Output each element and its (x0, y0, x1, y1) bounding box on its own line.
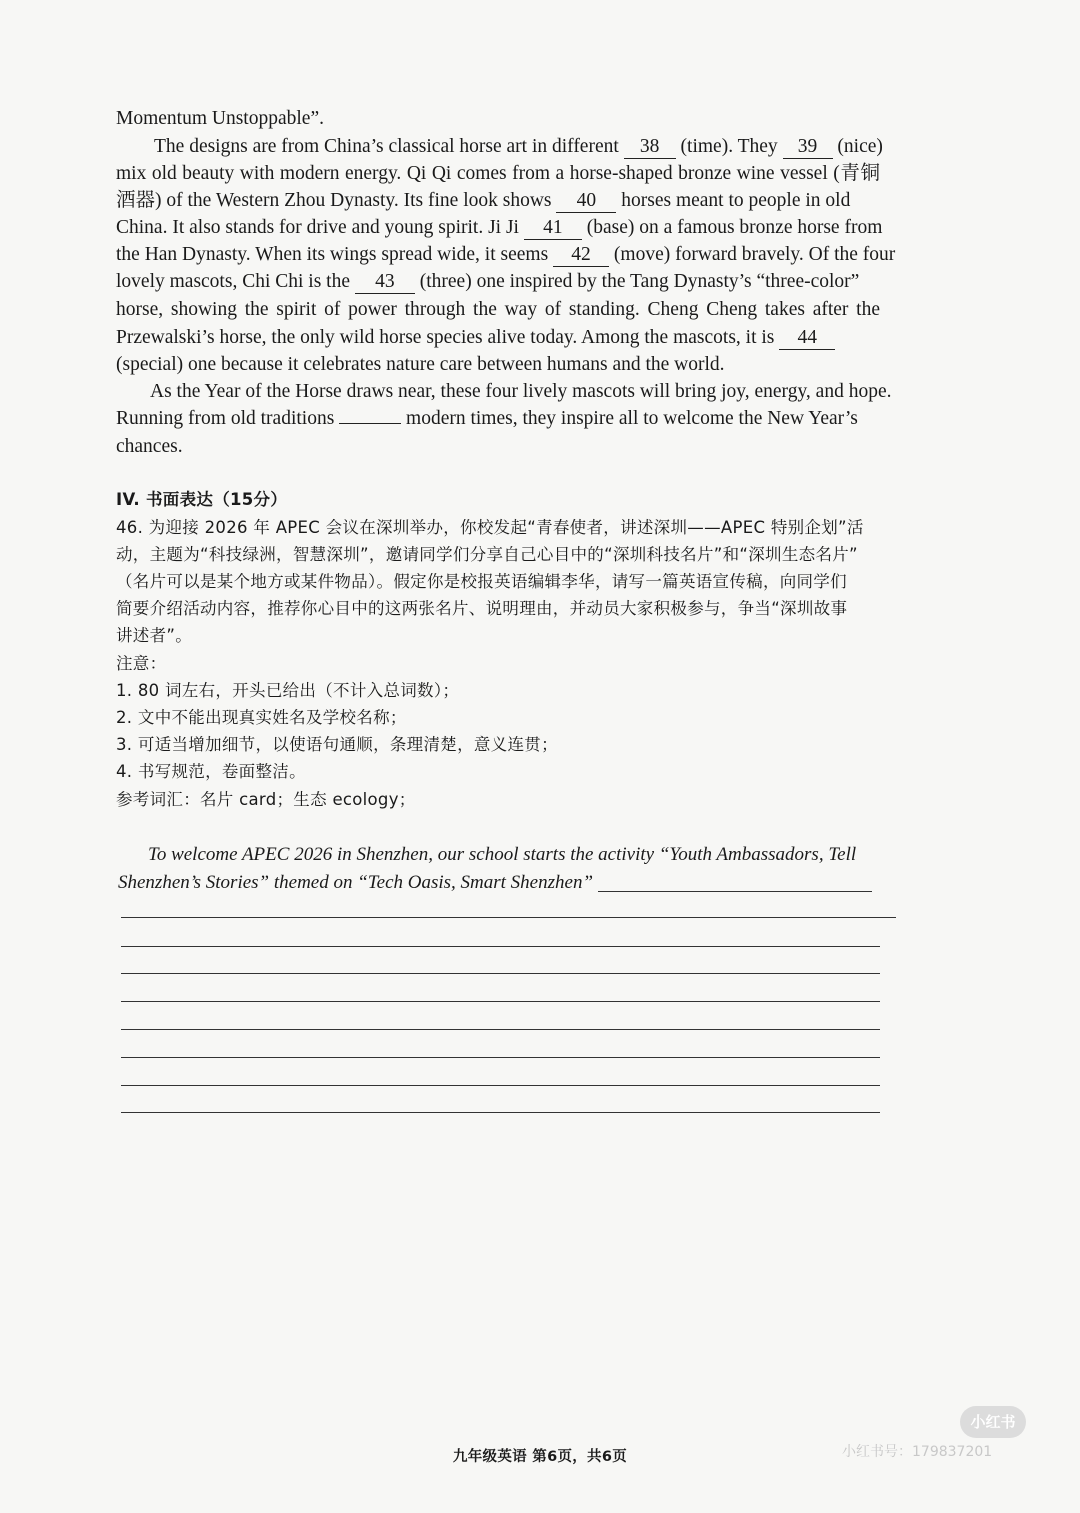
blank-38[interactable]: 38 (624, 136, 676, 159)
passage-line: Przewalski’s horse, the only wild horse species alive today. Among the mascots, it is 44 (116, 324, 880, 352)
passage-line: As the Year of the Horse draws near, these four lively mascots will bring joy, energy, and hope. (150, 381, 892, 402)
passage-line: horse, showing the spirit of power through the way of standing. Cheng Cheng takes after the (116, 299, 880, 320)
answer-line[interactable] (121, 1029, 880, 1030)
section-heading: IV. 书面表达（15分） (116, 490, 288, 509)
passage-line: 酒器) of the Western Zhou Dynasty. Its fine look shows 40 horses meant to people in old (116, 190, 851, 211)
note-item: 1. 80 词左右，开头已给出（不计入总词数）； (116, 681, 460, 700)
answer-line[interactable] (121, 917, 896, 918)
passage-line: Momentum Unstoppable”. (116, 108, 324, 129)
task-line: 简要介绍活动内容，推荐你心目中的这两张名片、说明理由，并动员大家积极参与，争当“深圳故事 (116, 599, 848, 618)
note-item: 2. 文中不能出现真实姓名及学校名称； (116, 708, 407, 727)
passage-line: Running from old traditions modern times, they inspire all to welcome the New Year’s (116, 408, 858, 429)
answer-line[interactable] (121, 973, 880, 974)
essay-prompt: To welcome APEC 2026 in Shenzhen, our school starts the activity “Youth Ambassadors, Tell (148, 844, 857, 865)
passage-line: mix old beauty with modern energy. Qi Qi comes from a horse-shaped bronze wine vessel (青铜 (116, 163, 880, 184)
task-line: 动，主题为“科技绿洲，智慧深圳”，邀请同学们分享自己心目中的“深圳科技名片”和“深圳生态名片” (116, 545, 858, 564)
blank-43[interactable]: 43 (355, 271, 415, 294)
passage-line: lovely mascots, Chi Chi is the 43 (three) one inspired by the Tang Dynasty’s “three-color” (116, 271, 860, 292)
notes-title: 注意： (116, 654, 167, 673)
blank-44[interactable]: 44 (779, 327, 835, 350)
passage-line: (special) one because it celebrates nature care between humans and the world. (116, 354, 725, 375)
watermark-badge: 小红书 (960, 1406, 1026, 1438)
essay-prompt: Shenzhen’s Stories” themed on “Tech Oasis, Smart Shenzhen” (118, 869, 878, 897)
vocab-hint: 参考词汇：名片 card；生态 ecology； (116, 790, 416, 809)
task-line: 讲述者”。 (116, 626, 193, 645)
blank-42[interactable]: 42 (553, 244, 609, 267)
blank-39[interactable]: 39 (783, 136, 833, 159)
passage-line: China. It also stands for drive and young spirit. Ji Ji 41 (base) on a famous bronze horse from (116, 217, 883, 238)
watermark-text: 小红书号：179837201 (842, 1444, 993, 1460)
note-item: 4. 书写规范，卷面整洁。 (116, 762, 306, 781)
passage-line: The designs are from China’s classical horse art in different 38 (time). They 39 (nice) (154, 136, 883, 157)
answer-line[interactable] (121, 1057, 880, 1058)
passage-line: chances. (116, 436, 183, 457)
answer-line[interactable] (121, 1085, 880, 1086)
note-item: 3. 可适当增加细节，以使语句通顺，条理清楚，意义连贯； (116, 735, 558, 754)
answer-line[interactable] (598, 891, 872, 892)
blank-45[interactable] (339, 423, 401, 424)
blank-41[interactable]: 41 (524, 217, 582, 240)
task-line: （名片可以是某个地方或某件物品）。假定你是校报英语编辑李华，请写一篇英语宣传稿，向同学们 (116, 572, 847, 591)
answer-line[interactable] (121, 1112, 880, 1113)
answer-line[interactable] (121, 946, 880, 947)
page-footer: 九年级英语 第6页，共6页 (452, 1449, 628, 1465)
answer-line[interactable] (121, 1001, 880, 1002)
task-line: 46. 为迎接 2026 年 APEC 会议在深圳举办，你校发起“青春使者，讲述深圳——APEC 特别企划”活 (116, 518, 864, 537)
passage-line: the Han Dynasty. When its wings spread wide, it seems 42 (move) forward bravely. Of the four (116, 244, 896, 265)
blank-40[interactable]: 40 (556, 190, 616, 213)
